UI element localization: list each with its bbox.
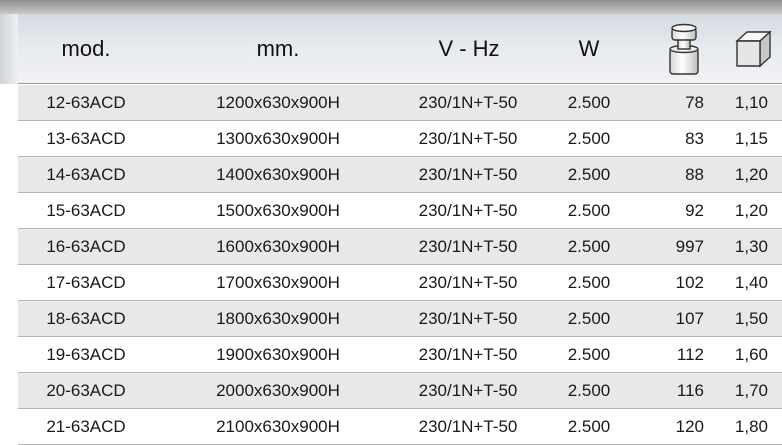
table-row [18,409,782,445]
weight-cell: 120 [675,416,704,436]
dimensions-cell: 1400x630x900H [216,164,340,184]
power-cell: 2.500 [567,344,611,364]
model-cell: 15-63ACD [46,200,126,220]
voltage-cell: 230/1N+T-50 [418,344,518,364]
volume-cell: 1,80 [734,416,768,436]
voltage-cell: 230/1N+T-50 [418,380,518,400]
power-cell: 2.500 [567,128,611,148]
weight-cell: 116 [676,380,704,400]
weight-icon [664,14,704,84]
model-cell: 16-63ACD [46,236,126,256]
power-cell: 2.500 [567,200,611,220]
weight-cell: 102 [675,272,704,292]
volume-cell: 1,60 [734,344,768,364]
weight-cell: 997 [675,236,704,256]
table-row [18,301,782,337]
volume-cell: 1,15 [734,128,768,148]
dimensions-cell: 1500x630x900H [216,200,340,220]
volume-cell: 1,30 [734,236,768,256]
header-left-shade [0,14,18,84]
table-row [18,85,782,121]
model-cell: 14-63ACD [46,164,126,184]
model-cell: 19-63ACD [46,344,126,364]
voltage-cell: 230/1N+T-50 [418,236,518,256]
dimensions-cell: 2000x630x900H [216,380,340,400]
dimensions-cell: 1800x630x900H [216,308,340,328]
power-cell: 2.500 [567,164,611,184]
dimensions-cell: 1900x630x900H [216,344,340,364]
weight-cell: 92 [685,200,704,220]
top-band [0,0,782,14]
volume-cell: 1,50 [734,308,768,328]
header-model: mod. [61,36,111,61]
weight-cell: 83 [685,128,704,148]
table-row [18,265,782,301]
model-cell: 21-63ACD [46,416,126,436]
volume-cell: 1,20 [734,164,768,184]
header-voltage: V - Hz [438,36,500,61]
voltage-cell: 230/1N+T-50 [418,92,518,112]
voltage-cell: 230/1N+T-50 [418,128,518,148]
dimensions-cell: 1200x630x900H [216,92,340,112]
power-cell: 2.500 [567,92,611,112]
volume-cube-icon [730,14,776,84]
weight-cell: 107 [675,308,704,328]
model-cell: 20-63ACD [46,380,126,400]
table-row [18,157,782,193]
weight-cell: 78 [685,92,704,112]
model-cell: 13-63ACD [46,128,126,148]
weight-cell: 88 [685,164,704,184]
voltage-cell: 230/1N+T-50 [418,308,518,328]
dimensions-cell: 1700x630x900H [216,272,340,292]
table-row [18,121,782,157]
voltage-cell: 230/1N+T-50 [418,164,518,184]
dimensions-cell: 2100x630x900H [216,416,340,436]
power-cell: 2.500 [567,380,611,400]
voltage-cell: 230/1N+T-50 [418,272,518,292]
power-cell: 2.500 [567,416,611,436]
table-row [18,193,782,229]
table-row [18,337,782,373]
header-power: W [578,36,600,61]
voltage-cell: 230/1N+T-50 [418,200,518,220]
dimensions-cell: 1300x630x900H [216,128,340,148]
weight-cell: 112 [676,344,704,364]
volume-cell: 1,20 [734,200,768,220]
header-dimensions: mm. [256,36,300,61]
table-header [18,14,782,84]
table-row [18,229,782,265]
model-cell: 12-63ACD [46,92,126,112]
power-cell: 2.500 [567,236,611,256]
model-cell: 18-63ACD [46,308,126,328]
table-row [18,373,782,409]
voltage-cell: 230/1N+T-50 [418,416,518,436]
volume-cell: 1,70 [734,380,768,400]
power-cell: 2.500 [567,308,611,328]
model-cell: 17-63ACD [46,272,126,292]
volume-cell: 1,10 [734,92,768,112]
table-body [18,85,782,445]
dimensions-cell: 1600x630x900H [216,236,340,256]
power-cell: 2.500 [567,272,611,292]
volume-cell: 1,40 [734,272,768,292]
